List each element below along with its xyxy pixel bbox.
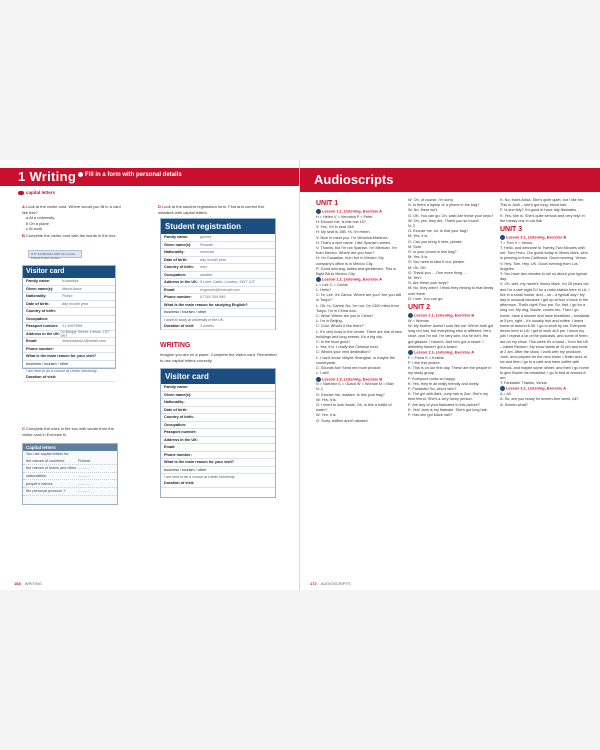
- rule-item: the names of towns and cities ...........: [23, 465, 117, 473]
- script-line: A = Ali: [500, 392, 511, 397]
- form-row: Duration of visit: 3 weeks: [161, 323, 275, 331]
- form-row: Passport number:: [161, 429, 275, 437]
- form-row: Duration of visit:: [161, 480, 275, 488]
- script-line: L: Yes, it is. I really like Chinese food.: [316, 345, 379, 350]
- exercise-a: [22, 204, 122, 239]
- form-row: Duration of visit:: [23, 374, 115, 382]
- script-line: L: It's very busy in the centre. There are lots of new buildings and long streets. It's a big city.: [316, 329, 402, 339]
- exercise-d: [158, 204, 278, 215]
- script-line: W: Oh, of course. I'm sorry.: [408, 198, 454, 202]
- script-line: M: No, they aren't. I think they belong to that family over there.: [408, 286, 494, 296]
- audio-icon: [500, 386, 505, 391]
- form-row: Country of birth:: [23, 308, 115, 316]
- script-line: V: Thanks, but I'm not Spanish. I'm Mexican. I'm from Mexico. Where are you from?: [316, 245, 397, 256]
- form-row: Nationality: Polish: [23, 293, 115, 301]
- script-line: L: Hello?: [316, 288, 331, 293]
- script-line: G: I need to look inside. Oh, is this a bottle of water?: [316, 403, 392, 413]
- script-line: P: Good morning, ladies and gentlemen. This is flight BA to Mexico City.: [316, 266, 396, 276]
- script-line: M: Yes?: [408, 276, 422, 281]
- script-line: G: Is your phone in this bag?: [408, 250, 457, 255]
- lesson-heading: Lesson 1.1, Listening, Exercise A: [316, 209, 402, 215]
- form-row: business / tourism / other: [161, 309, 275, 317]
- script-line: W: No, there isn't.: [408, 208, 438, 213]
- script-line: K: The girl with dark, curly hair is Zoe. She's my best friend. She's a very funny person.: [408, 392, 488, 402]
- script-line: K: This is on our first day. These are the people in my study group.: [408, 366, 492, 376]
- form-row: Date of birth:: [161, 407, 275, 415]
- unit-heading: UNIT 3: [500, 226, 523, 234]
- exercise-letter: A: [22, 204, 25, 209]
- script-line: N: 2: [408, 224, 415, 229]
- script-line: W: Oh, yes, they are. Thank you so much!: [408, 218, 479, 223]
- audioscripts-title: Audioscripts: [314, 172, 394, 187]
- form-row: Nationality: mexican: [161, 249, 275, 257]
- script-line: W: My brother doesn't look like me. We've both got long red hair, but everything else is different. He's short, and I'm not. I'm very slim, but he isn't. His got glasses. I haven't. And he's got a beard. I definitely haven't got a beard.: [408, 323, 494, 349]
- audio-icon: [316, 277, 321, 282]
- script-line: G: Excuse me, sir. Is that your bag?: [408, 229, 469, 234]
- audio-icon: [500, 235, 505, 240]
- script-line: H = Helen V = Veronica P = Peter: [316, 214, 373, 219]
- page-number: 168: [14, 581, 21, 586]
- rule-item: people's names ...........: [23, 480, 117, 488]
- lesson-heading: Lesson 1.2, Listening, Exercise A: [316, 277, 402, 283]
- rule-item: the names of countries Poland: [23, 458, 117, 466]
- option: a At a university: [26, 215, 55, 221]
- unit-heading: UNIT 2: [408, 304, 431, 312]
- script-line: L: I will!: [316, 371, 329, 376]
- script-line: T: Fantastic! Thanks, Venus.: [500, 381, 548, 386]
- lesson-heading: Lesson 1.3, Listening, Exercise B: [316, 377, 402, 383]
- form-row: Phone number: 07746 354 999: [161, 294, 275, 302]
- script-line: G: Are these your keys?: [408, 281, 449, 286]
- script-line: F: Has she got black hair?: [408, 412, 453, 417]
- rule-item: nationalities ...........: [23, 473, 117, 481]
- script-line: G: Thank you ... One more thing ...: [408, 270, 467, 275]
- script-line: H: Excuse me, is this row 15?: [316, 219, 367, 224]
- script-line: G: Is there a laptop or a phone in the bag?: [408, 203, 480, 208]
- writing-page: [0, 160, 300, 590]
- rule-item: the personal pronoun 'I' ...........: [23, 488, 117, 496]
- script-line: F: Fantastic! So, who's who?: [408, 386, 457, 391]
- script-line: F = Fiona K = Keisha: [408, 355, 444, 360]
- form-row: Email: ricgomez@hotmail.com: [161, 287, 275, 295]
- script-line: G: I see. You can go.: [408, 296, 444, 301]
- form-row: Family name: Kowalska: [23, 278, 115, 286]
- blank-visitor-card: [160, 368, 276, 498]
- visitor-card-title: Visitor card: [23, 266, 115, 278]
- form-row: Given name(s):: [161, 392, 275, 400]
- script-line: A: So, are you ready for screen-free week, Ali?: [500, 397, 579, 402]
- audio-icon: [316, 209, 321, 214]
- form-row: Address in the UK: 24 Bridge Street, Leeds, LS7 9RT: [23, 331, 115, 339]
- unit-title: 1 Writing: [18, 169, 77, 184]
- rules-box: [22, 443, 118, 505]
- script-line: C: Cool. What's it like there?: [316, 324, 364, 329]
- unit-heading: UNIT 1: [316, 200, 339, 207]
- script-line: H: That's a nice name. I like Spanish names.: [316, 240, 391, 245]
- exercise-letter: C: [22, 426, 25, 431]
- form-row: What is the main reason for your visit?: [23, 353, 115, 361]
- unit-banner: [0, 168, 300, 186]
- form-row: business / tourism / other: [161, 467, 275, 475]
- tag-icon: [18, 191, 24, 195]
- blank-card-title: Visitor card: [161, 369, 275, 384]
- skill-tagline: capital letters: [18, 190, 55, 195]
- form-row: Country of birth: mex: [161, 264, 275, 272]
- form-row: Date of birth: day month year: [161, 257, 275, 265]
- audio-icon: [408, 313, 413, 318]
- form-row: Family name:: [161, 384, 275, 392]
- lesson-subtitle: Fill in a form with personal details: [78, 172, 182, 178]
- form-row: Given name(s): Marta Anna: [23, 286, 115, 294]
- script-line: C: Sounds fun! Send me more photos!: [316, 366, 381, 371]
- script-line: G: OK. You can go. Oh, wait! Are these your keys?: [408, 213, 494, 218]
- registration-title: Student registration: [161, 219, 275, 234]
- form-row: Given name(s): Ricardo: [161, 242, 275, 250]
- script-line: L: I'm in Beijing.: [316, 319, 343, 324]
- exercise-text: Complete the visitor card with the words in the box.: [26, 232, 117, 238]
- lesson-heading: Lesson 3.1, Listening, Exercise B: [500, 235, 590, 241]
- script-line: C: Wow! Where are you in China?: [316, 314, 374, 319]
- script-line: G: Sorry, bottles aren't allowed.: [316, 418, 369, 423]
- visitor-card: [22, 265, 116, 380]
- option: b On a plane: [26, 220, 49, 226]
- script-line: G: Excuse me, madam. Is this your bag?: [316, 392, 385, 397]
- script-line: A: Screen what?: [500, 402, 528, 407]
- audioscripts-page: [300, 160, 600, 590]
- footer-label: AUDIOSCRIPTS: [320, 581, 351, 586]
- script-line: W: Yes, it is.: [316, 413, 337, 418]
- book-spread: [0, 160, 600, 590]
- script-line: F: Everyone looks so happy.: [408, 376, 456, 381]
- script-line: M: Sure.: [408, 244, 423, 249]
- audio-icon: [408, 350, 413, 355]
- script-line: M: Yes, it is.: [408, 255, 429, 260]
- form-row: business / tourism / other: [23, 361, 115, 369]
- word-box: GTT 12/45/2043 1987 10 months Poland Polish student: [28, 250, 82, 258]
- form-row: Address in the UK: 5 Leek Cabin, London, SW7 3JT: [161, 279, 275, 287]
- script-line: W = Woman: [408, 318, 429, 323]
- script-line: T: Hello, and welcome to Twenty-Two Minutes with me, Tom Ferro. Our guest today is Venus Mark, who is phoning in from California. Good morning, Venus.: [500, 245, 588, 261]
- writing-instructions: Imagine you are on a plane. Complete the visitor card. Remember to use capital letters correctly.: [160, 352, 277, 363]
- script-line: M: Ok. OK.: [408, 265, 427, 270]
- handwritten-note: I am here to do a course at Leeds University.: [164, 475, 236, 479]
- script-line: N = Narrator G = Guard W = Woman M = Man: [316, 382, 394, 387]
- exercise-letter: B: [22, 232, 25, 238]
- script-line: L: Oh, hi, Carlos! No, I'm not. I'm 1300 miles from Tokyo. I'm in China now.: [316, 303, 399, 313]
- audioscript-column-1: [316, 198, 402, 424]
- bullet-icon: [78, 172, 83, 177]
- form-row: Occupation:: [23, 316, 115, 324]
- audioscript-column-2: [408, 198, 494, 418]
- audioscript-column-3: [500, 198, 590, 408]
- exercise-c: [22, 426, 122, 437]
- script-line: F: I like this picture.: [408, 360, 441, 365]
- script-line: T: You have two minutes to tell us about your typical day.: [500, 271, 587, 282]
- form-row: Occupation:: [161, 422, 275, 430]
- script-line: G: You need to take it out, please.: [408, 260, 465, 265]
- script-line: F: Are any of your flatmates in this picture?: [408, 402, 480, 407]
- handwritten-note: I want to study at university in the UK.: [164, 317, 225, 322]
- script-line: F: Is she tidy? I'm good to have tidy flatmates.: [500, 208, 578, 213]
- student-registration-form: [160, 218, 276, 330]
- form-row: What is the main reason for your visit?: [161, 459, 275, 467]
- rules-title: Capital letters: [23, 444, 117, 451]
- audioscripts-banner: [300, 168, 600, 192]
- script-line: K: Yes, she is. She's quite serious and very tidy! In the messy one in our flat!: [500, 213, 585, 223]
- lesson-heading: Lesson 3.2, Listening, Exercise A: [500, 386, 590, 392]
- script-line: K: Yes! Josh is my flatmate. She's got long hair.: [408, 407, 488, 412]
- exercise-letter: D: [158, 204, 161, 209]
- form-row: Nationality:: [161, 399, 275, 407]
- script-line: V: Oh, well, my name's Venus Mark, I'm 25 years old and I'm a late night DJ for a radio station here in LA. I live in a small house, and – uh – a typical day? My day is unusual because I get up at four o'clock in the afternoon. That's right! Four pm. So, first, I go for a long run. My dog, Bowie, comes too. Then I go home, have a shower and have breakfast – breakfast at 5 pm, right – it's usually fruit and coffee. I leave home at around 6:30. I go to work by car. Everyone drives here in LA! I get to work at 8 pm. I know my job! I repeat a lot of the podcasts, and some of them are on my show. This week it's a band – from the UK – called Reuben. My show starts at 10 pm and ends at 2 am. After the show, I work with my producer, Josh, and prepare for the next show. I finish work at six and then I go to a café and have coffee with friends, and maybe some dinner, and then I go home to give Bowie his breakfast. I go to bed at around 8 am.: [500, 282, 590, 380]
- script-line: K: Yes, they're all really friendly and lovely.: [408, 381, 480, 386]
- script-line: T = Tom V = Venus: [500, 240, 533, 245]
- form-row: What is the main reason for studying English?: [161, 302, 275, 310]
- page-footer: [310, 581, 351, 586]
- script-line: N: 1: [316, 387, 323, 392]
- form-row: Family name: gomez: [161, 234, 275, 242]
- writing-heading: WRITING: [160, 342, 191, 349]
- script-line: M: Yes, it is.: [408, 234, 429, 239]
- form-row: Phone number:: [23, 346, 115, 354]
- script-line: L: I don't know. Maybe Shanghai, or maybe the countryside.: [316, 355, 396, 365]
- exercise-text: Look at the visitor card. Where would you fill in a card like this?: [22, 204, 121, 215]
- script-line: G: Can you bring it here, please.: [408, 239, 463, 244]
- script-line: K: No, that's Alicia. She's quite quiet, but I like her. This is Josh – she's got long, blond hair.: [500, 198, 585, 208]
- audio-icon: [316, 377, 321, 382]
- form-row: Address in the UK:: [161, 437, 275, 445]
- script-line: C: What's your next destination?: [316, 350, 371, 355]
- form-row: Country of birth:: [161, 414, 275, 422]
- exercise-text: Complete the rules in the box with words from the visitor card in Exercise B.: [22, 426, 114, 437]
- form-row: Occupation: student: [161, 272, 275, 280]
- script-line: H: My seat is 15B. Hi, I'm Helen.: [316, 230, 371, 235]
- form-row: Email: mkowalska21@email.com: [23, 338, 115, 346]
- handwritten-note: I am here to do a course at Leeds University.: [26, 369, 98, 373]
- option: c At work: [26, 226, 43, 232]
- form-row: Phone number:: [161, 452, 275, 460]
- lesson-heading: Lesson 2.1, Listening, Exercise B: [408, 313, 494, 319]
- script-line: V: Nice to meet you. I'm Veronica Martinez.: [316, 235, 389, 240]
- lesson-heading: Lesson 2.3, Listening, Exercise A: [408, 350, 494, 356]
- script-line: C: Hi, Lee, it's Carlos. Where are you? Are you still in Tokyo?: [316, 293, 402, 303]
- script-line: W: Yes, it is.: [316, 397, 337, 402]
- rules-intro: You use capital letters for:: [26, 452, 70, 457]
- script-line: H: I'm Canadian, but I live in Mexico. My company's office is in Mexico City.: [316, 256, 384, 266]
- form-row: Email:: [161, 444, 275, 452]
- form-row: Date of birth: day month year: [23, 301, 115, 309]
- footer-label: WRITING: [24, 581, 43, 586]
- exercise-text: Look at the student registration form. Find and correct five mistakes with capital letters.: [158, 204, 265, 215]
- page-footer: [14, 581, 42, 586]
- script-line: V: Hey, Tom. Hey, UK. Good evening from Los Angeles.: [500, 261, 578, 271]
- form-row: Passport number: 21 4567899: [23, 323, 115, 331]
- script-line: L = Lee C = Carlos: [316, 282, 348, 287]
- script-line: C: Is the food good?: [316, 340, 351, 345]
- page-number: 172: [310, 581, 317, 586]
- script-line: V: Yes, I'm in seat 15A.: [316, 225, 355, 230]
